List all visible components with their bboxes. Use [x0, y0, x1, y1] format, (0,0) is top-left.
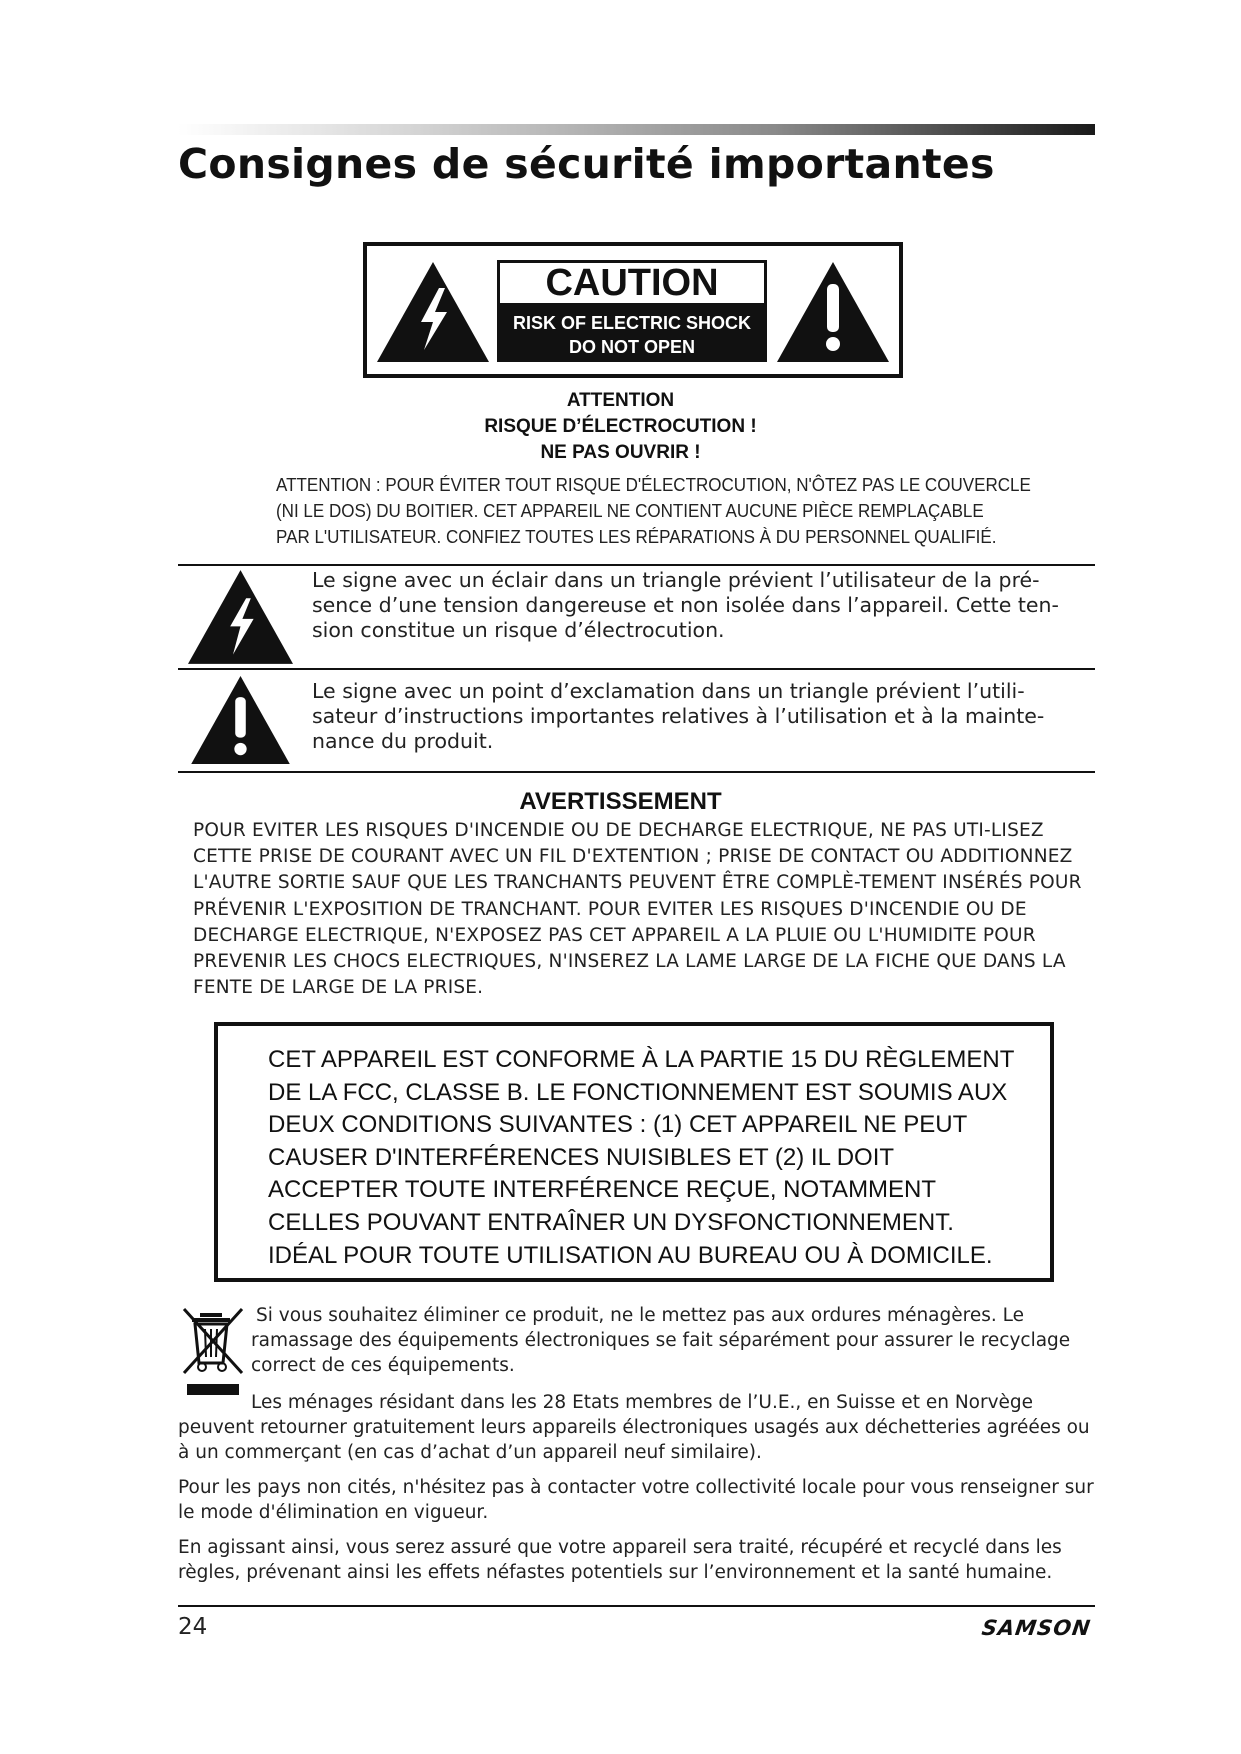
attention-paragraph	[276, 472, 1031, 550]
lightning-triangle-icon	[377, 262, 489, 366]
page-title: Consignes de sécurité importantes	[178, 140, 995, 188]
warning-title: AVERTISSEMENT	[519, 788, 722, 815]
exclamation-symbol-text: Le signe avec un point d’exclamation dans un triangle prévient l’utili-sateur d’instructions importantes relatives à l’utilisation et à la mainte-nance du produit.	[312, 679, 1045, 753]
weee-bar-icon	[187, 1384, 239, 1395]
disposal-paragraph-1-cont	[251, 1328, 1101, 1378]
attention-para-line: ATTENTION : POUR ÉVITER TOUT RISQUE D'ÉLECTROCUTION, N'ÔTEZ PAS LE COUVERCLE	[276, 474, 1031, 495]
crossed-out-bin-icon	[180, 1305, 246, 1381]
divider	[178, 564, 1095, 566]
caution-subtext	[497, 306, 767, 362]
disposal-line: Si vous souhaitez éliminer ce produit, ne le mettez pas aux ordures ménagères. Le	[256, 1305, 1024, 1326]
disposal-paragraph-2-first: Les ménages résidant dans les 28 Etats membres de l’U.E., en Suisse et en Norvège	[251, 1392, 1034, 1413]
divider	[178, 771, 1095, 773]
footer-divider	[178, 1605, 1095, 1607]
fcc-notice-text: CET APPAREIL EST CONFORME À LA PARTIE 15 DU RÈGLEMENT DE LA FCC, CLASSE B. LE FONCTIONNEMENT EST SOUMIS AUX DEUX CONDITIONS SUIVANTES : (1) CET APPAREIL NE PEUT CAUSER D'INTERFÉRENCES NUISIBLES ET (2) IL DOIT ACCEPTER TOUTE INTERFÉRENCE REÇUE, NOTAMMENT CELLES POUVANT ENTRAÎNER UN DYSFONCTIONNEMENT. IDÉAL POUR TOUTE UTILISATION AU BUREAU OU À DOMICILE.	[268, 1046, 1014, 1269]
attention-heading: ATTENTION	[566, 390, 675, 411]
lightning-symbol-row	[178, 568, 1095, 666]
disposal-line: ramassage des équipements électroniques se fait séparément pour assurer le recyclage	[251, 1330, 1071, 1351]
lightning-symbol-text: Le signe avec un éclair dans un triangle prévient l’utilisateur de la pré-sence d’une tension dangereuse et non isolée dans l’appareil. Cette ten-sion constitue un risque d’électrocution.	[312, 568, 1059, 642]
header-gradient-bar	[178, 124, 1095, 135]
attention-para-line: (NI LE DOS) DU BOITIER. CET APPAREIL NE CONTIENT AUCUNE PIÈCE REMPLAÇABLE	[276, 500, 984, 521]
disposal-paragraph-1	[256, 1303, 1096, 1328]
disposal-paragraph-3: Pour les pays non cités, n'hésitez pas à contacter votre collectivité locale pour vous renseigner sur le mode d'élimination en vigueur.	[178, 1477, 1094, 1523]
disposal-line: correct de ces équipements.	[251, 1355, 515, 1376]
attention-risk-line: RISQUE D’ÉLECTROCUTION !	[484, 416, 757, 437]
caution-label	[363, 242, 903, 378]
disposal-paragraph-2: peuvent retourner gratuitement leurs appareils électroniques usagés aux déchetteries agréées ou à un commerçant (en cas d’achat d’un appareil neuf similaire).	[178, 1417, 1090, 1463]
lightning-triangle-icon	[188, 570, 293, 668]
disposal-paragraph-4: En agissant ainsi, vous serez assuré que votre appareil sera traité, récupéré et recyclé dans les règles, prévenant ainsi les effets néfastes potentiels sur l’environnement et la santé humaine.	[178, 1537, 1062, 1583]
fcc-notice-box	[214, 1022, 1054, 1282]
page-number: 24	[178, 1614, 208, 1640]
warning-text: POUR EVITER LES RISQUES D'INCENDIE OU DE DECHARGE ELECTRIQUE, NE PAS UTI-LISEZ CETTE PRISE DE COURANT AVEC UN FIL D'EXTENTION ; PRISE DE CONTACT OU ADDITIONNEZ L'AUTRE SORTIE SAUF QUE LES TRANCHANTS PEUVENT ÊTRE COMPLÈ-TEMENT INSÉRÉS POUR PRÉVENIR L'EXPOSITION DE TRANCHANT. POUR EVITER LES RISQUES D'INCENDIE OU DE DECHARGE ELECTRIQUE, N'EXPOSEZ PAS CET APPAREIL A LA PLUIE OU L'HUMIDITE POUR PREVENIR LES CHOCS ELECTRIQUES, N'INSEREZ LA LAME LARGE DE LA FICHE QUE DANS LA FENTE DE LARGE DE LA PRISE.	[193, 820, 1082, 999]
exclamation-triangle-icon	[777, 262, 889, 366]
exclamation-symbol-row	[178, 676, 1095, 768]
attention-para-line: PAR L'UTILISATEUR. CONFIEZ TOUTES LES RÉPARATIONS À DU PERSONNEL QUALIFIÉ.	[276, 526, 997, 547]
exclamation-triangle-icon	[188, 676, 293, 768]
divider	[178, 668, 1095, 670]
caution-line-2: DO NOT OPEN	[568, 337, 695, 357]
samson-logo: SAMSON	[980, 1616, 1093, 1640]
attention-do-not-open: NE PAS OUVRIR !	[540, 442, 701, 463]
caution-text-panel	[497, 260, 767, 364]
caution-heading: CAUTION	[497, 260, 767, 306]
caution-line-1: RISK OF ELECTRIC SHOCK	[512, 313, 751, 333]
